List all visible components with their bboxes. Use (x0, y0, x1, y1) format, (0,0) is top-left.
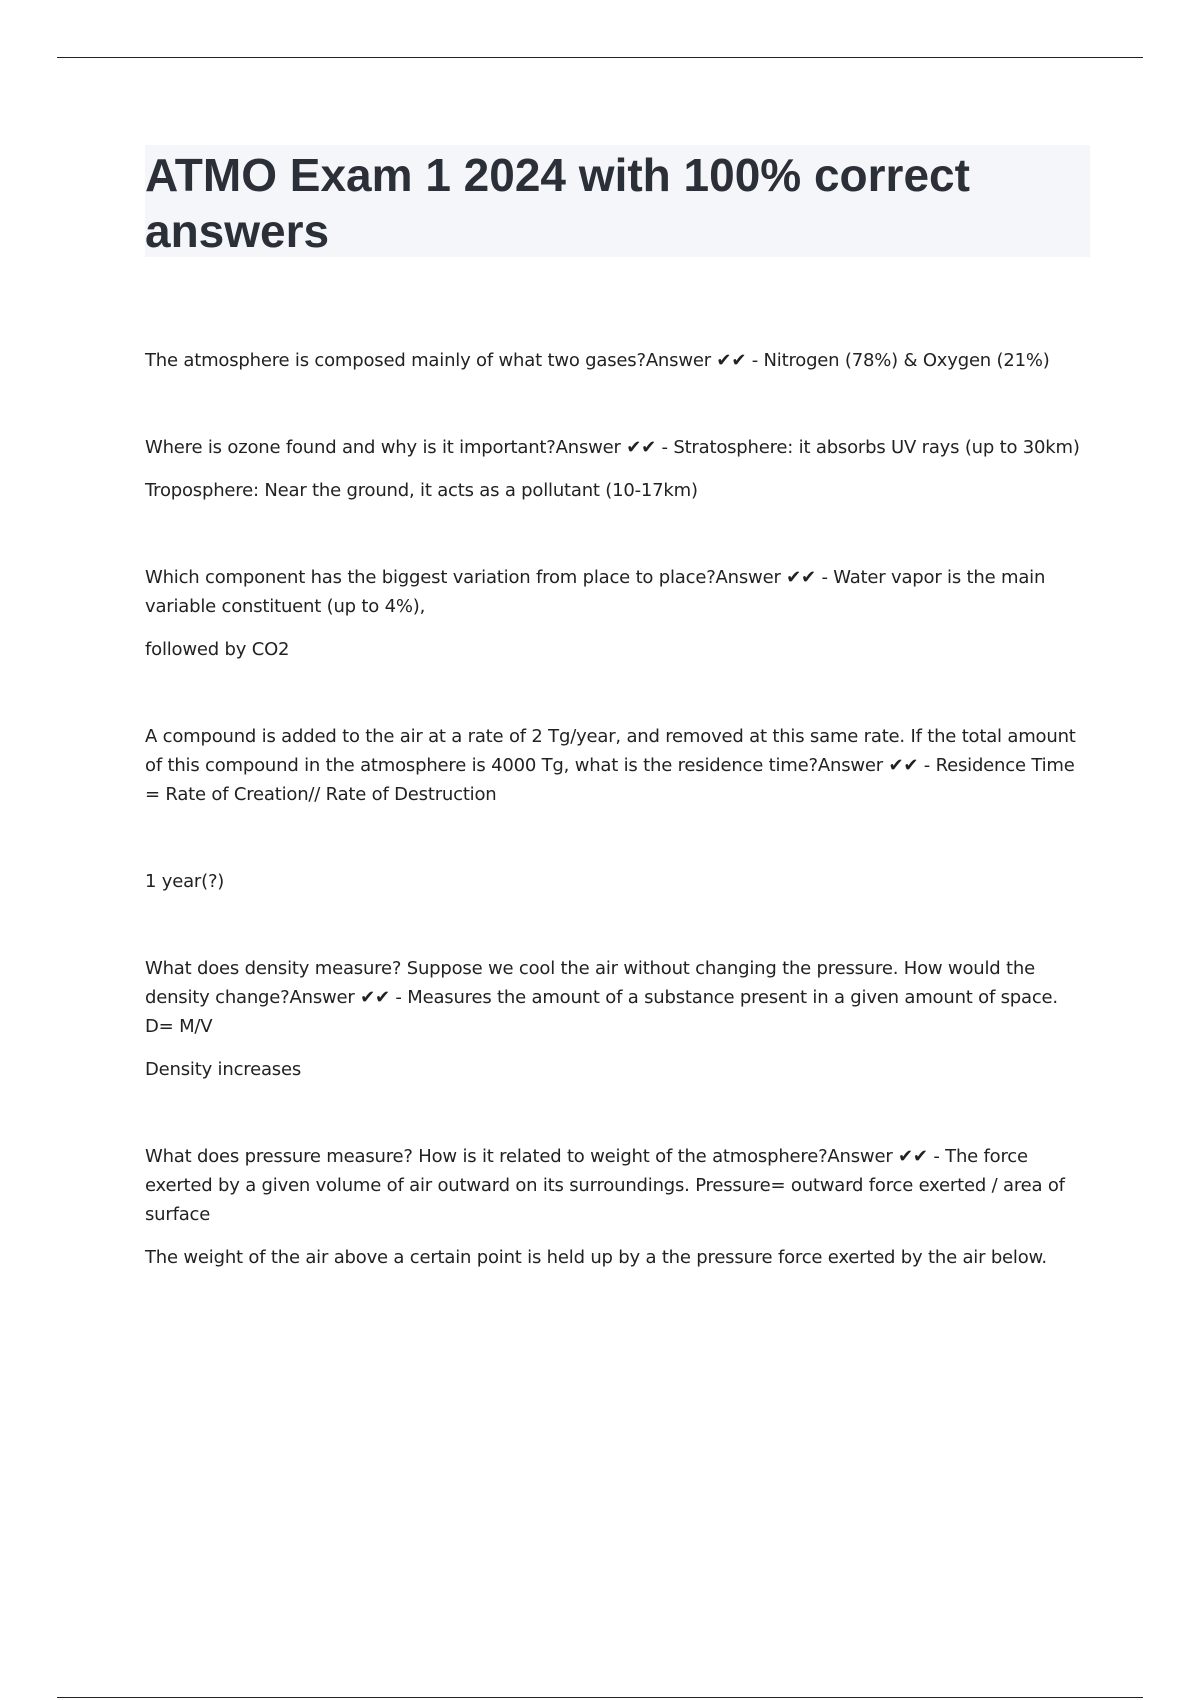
question-answer-text: What does density measure? Suppose we cool the air without changing the pressure. How would the density change?Answer ✔✔ - Measures the amount of a substance present in a given amount of space. D= M/V (145, 958, 1058, 1037)
answer-continuation: 1 year(?) (145, 871, 225, 892)
document-title: ATMO Exam 1 2024 with 100% correct answers (145, 149, 970, 257)
qa-block (145, 722, 1090, 809)
header-rule (57, 57, 1143, 58)
question-answer-text: The atmosphere is composed mainly of what two gases?Answer ✔✔ - Nitrogen (78%) & Oxygen (21%) (145, 350, 1050, 371)
answer-continuation: Density increases (145, 1059, 301, 1080)
answer-continuation: The weight of the air above a certain point is held up by a the pressure force exerted by the air below. (145, 1247, 1047, 1268)
question-answer-text: What does pressure measure? How is it related to weight of the atmosphere?Answer ✔✔ - The force exerted by a given volume of air outward on its surroundings. Pressure= outward force exerted / area of surface (145, 1146, 1065, 1225)
qa-block (145, 346, 1090, 375)
qa-block (145, 1142, 1090, 1272)
answer-continuation: Troposphere: Near the ground, it acts as a pollutant (10-17km) (145, 480, 698, 501)
title-banner (145, 145, 1090, 257)
question-answer-text: Which component has the biggest variation from place to place?Answer ✔✔ - Water vapor is the main variable constituent (up to 4%), (145, 567, 1046, 617)
question-answer-text: A compound is added to the air at a rate of 2 Tg/year, and removed at this same rate. If the total amount of this compound in the atmosphere is 4000 Tg, what is the residence time?Answer ✔✔ - Residence Time = Rate of Creation// Rate of Destruction (145, 726, 1076, 805)
question-answer-text: Where is ozone found and why is it important?Answer ✔✔ - Stratosphere: it absorbs UV rays (up to 30km) (145, 437, 1080, 458)
document-body (145, 346, 1090, 1330)
answer-continuation: followed by CO2 (145, 639, 290, 660)
qa-block (145, 954, 1090, 1084)
qa-block (145, 867, 1090, 896)
footer-rule (57, 1697, 1143, 1698)
qa-block (145, 563, 1090, 664)
qa-block (145, 433, 1090, 505)
